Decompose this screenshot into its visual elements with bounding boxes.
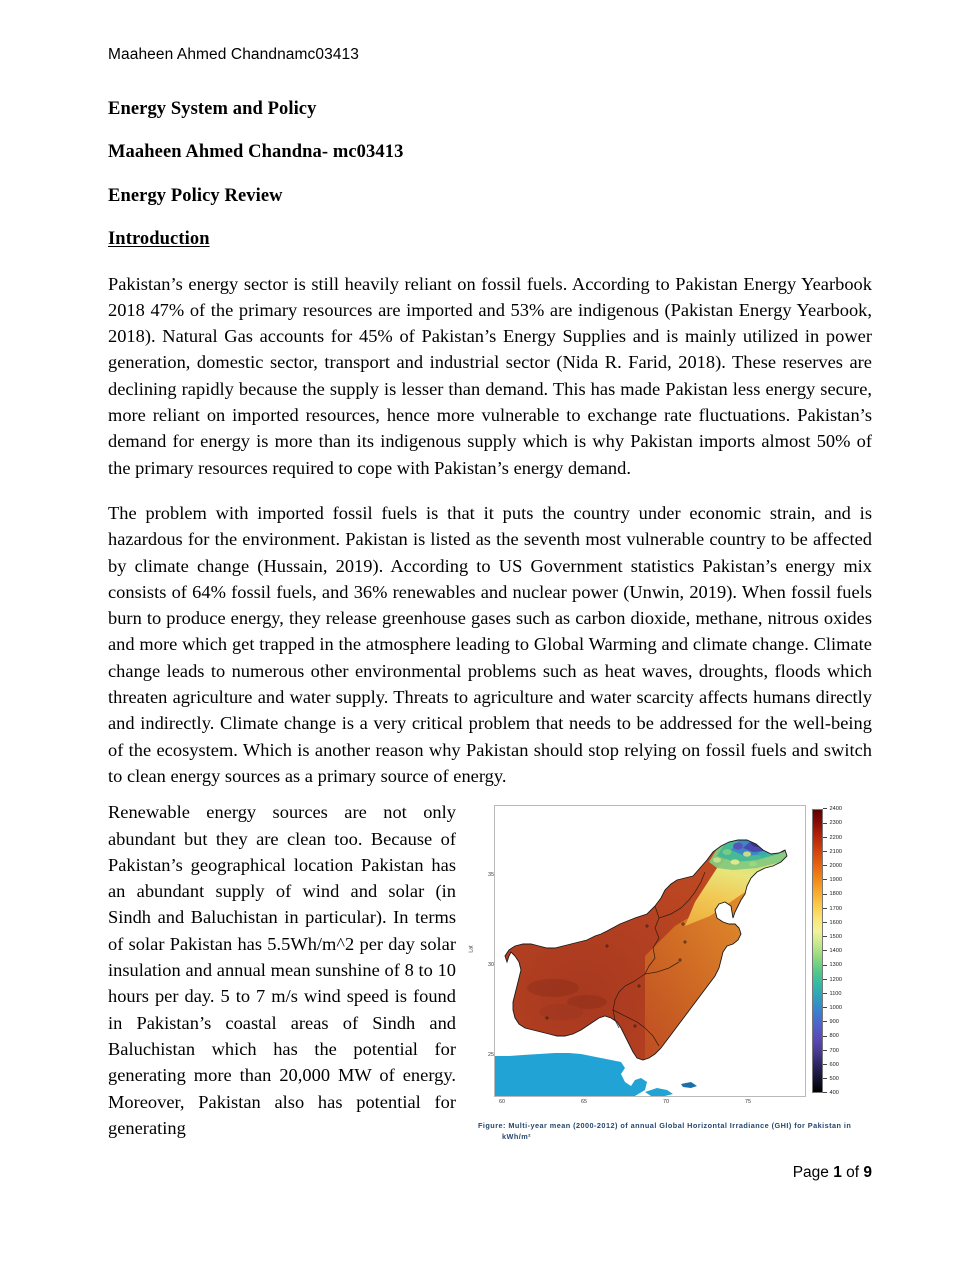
colorbar-tick-1700: 1700 bbox=[829, 905, 842, 912]
figure-caption bbox=[472, 1121, 872, 1142]
colorbar-tick-mark bbox=[823, 851, 827, 852]
figure-caption-line-1: Figure: Multi-year mean (2000-2012) of annual Global Horizontal Irradiance (GHI) for Pakistan in bbox=[478, 1121, 852, 1131]
footer-total-pages: 9 bbox=[863, 1164, 872, 1181]
y-tick-2: 25 bbox=[488, 1052, 494, 1059]
colorbar-tick-mark bbox=[823, 1078, 827, 1079]
running-header: Maaheen Ahmed Chandnamc03413 bbox=[108, 46, 359, 63]
colorbar-tick-mark bbox=[823, 922, 827, 923]
colorbar-tick-mark bbox=[823, 1021, 827, 1022]
subject-line: Energy Policy Review bbox=[108, 185, 283, 206]
colorbar-tick-2400: 2400 bbox=[829, 806, 842, 813]
y-tick-1: 30 bbox=[488, 962, 494, 969]
y-tick-0: 35 bbox=[488, 872, 494, 879]
author-line: Maaheen Ahmed Chandna- mc03413 bbox=[108, 142, 404, 163]
colorbar-tick-mark bbox=[823, 879, 827, 880]
colorbar-tick-1800: 1800 bbox=[829, 891, 842, 898]
colorbar-tick-mark bbox=[823, 1036, 827, 1037]
colorbar-tick-mark bbox=[823, 950, 827, 951]
x-tick-2: 70 bbox=[663, 1099, 669, 1106]
figure-ghi-map bbox=[468, 803, 872, 1142]
paragraph-2: The problem with imported fossil fuels is that it puts the country under economic strain, and is hazardous for the environment. Pakistan is listed as the seventh most vulnerable country to be affected by climate change (Hussain, 2019). According to US Government statistics Pakistan’s energy mix consists of 64% fossil fuels, and 36% renewables and nuclear power (Unwin, 2019). When fossil fuels burn to produce energy, they release greenhouse gases such as carbon dioxide, methane, nitrous oxides and more which get trapped in the atmosphere leading to Global Warming and climate change. Climate change leads to numerous other environmental problems such as heat waves, droughts, floods which threaten agriculture and water supply. Threats to agriculture and water scarcity affects humans directly and indirectly. Climate change is a very critical problem that needs to be addressed for the well-being of the ecosystem. Which is another reason why Pakistan should stop relying on fossil fuels and switch to clean energy sources as a primary source of energy. bbox=[108, 502, 872, 786]
colorbar-tick-mark bbox=[823, 865, 827, 866]
map-plot-area bbox=[494, 805, 806, 1097]
colorbar-tick-1600: 1600 bbox=[829, 919, 842, 926]
colorbar-tick-1300: 1300 bbox=[829, 962, 842, 969]
heading-block bbox=[108, 100, 872, 249]
colorbar-tick-mark bbox=[823, 1050, 827, 1051]
pakistan-ghi-map bbox=[495, 806, 805, 1096]
colorbar-gradient-strip bbox=[812, 809, 823, 1093]
colorbar-tick-mark bbox=[823, 979, 827, 980]
colorbar-tick-2000: 2000 bbox=[829, 863, 842, 870]
colorbar-tick-500: 500 bbox=[829, 1076, 839, 1083]
map-y-axis bbox=[476, 805, 494, 1097]
colorbar-tick-mark bbox=[823, 936, 827, 937]
colorbar-tick-1500: 1500 bbox=[829, 934, 842, 941]
colorbar-tick-mark bbox=[823, 808, 827, 809]
ghi-colorbar bbox=[812, 806, 868, 1097]
colorbar-tick-1100: 1100 bbox=[829, 990, 842, 997]
figure-caption-line-2: kWh/m² bbox=[502, 1131, 532, 1141]
colorbar-tick-labels bbox=[823, 806, 868, 1097]
colorbar-tick-600: 600 bbox=[829, 1061, 839, 1068]
colorbar-tick-400: 400 bbox=[829, 1090, 839, 1097]
colorbar-tick-mark bbox=[823, 894, 827, 895]
footer-current-page: 1 bbox=[833, 1164, 842, 1181]
colorbar-tick-900: 900 bbox=[829, 1019, 839, 1026]
x-tick-3: 75 bbox=[745, 1099, 751, 1106]
colorbar-tick-2200: 2200 bbox=[829, 834, 842, 841]
colorbar-tick-800: 800 bbox=[829, 1033, 839, 1040]
colorbar-tick-mark bbox=[823, 1064, 827, 1065]
colorbar-tick-mark bbox=[823, 908, 827, 909]
colorbar-tick-2300: 2300 bbox=[829, 820, 842, 827]
map-x-axis bbox=[494, 1099, 806, 1111]
map-y-axis-title: Lat bbox=[468, 945, 475, 953]
x-tick-0: 60 bbox=[499, 1099, 505, 1106]
document-title: Energy System and Policy bbox=[108, 98, 317, 119]
paragraph-3: Renewable energy sources are not only abundant but they are clean too. Because of Pakistan’s geographical location Pakistan has an abundant supply of wind and solar (in Sindh and Baluchistan in particular). In terms of solar Pakistan has 5.5Wh/m^2 per day solar insulation and annual mean sunshine of 8 to 10 hours per day. 5 to 7 m/s wind speed is found in Pakistan’s coastal areas of Sindh and Baluchistan which has the potential for generating more than 20,000 MW of energy. Moreover, Pakistan also has potential for generating bbox=[108, 802, 456, 1138]
colorbar-tick-700: 700 bbox=[829, 1047, 839, 1054]
figure-frame bbox=[468, 803, 872, 1115]
colorbar-tick-1200: 1200 bbox=[829, 976, 842, 983]
x-tick-1: 65 bbox=[581, 1099, 587, 1106]
page-footer bbox=[108, 1164, 872, 1182]
footer-prefix: Page bbox=[792, 1164, 834, 1181]
colorbar-tick-mark bbox=[823, 1092, 827, 1093]
page-content bbox=[108, 0, 872, 1261]
colorbar-tick-mark bbox=[823, 965, 827, 966]
colorbar-tick-mark bbox=[823, 993, 827, 994]
colorbar-tick-1900: 1900 bbox=[829, 877, 842, 884]
colorbar-tick-2100: 2100 bbox=[829, 848, 842, 855]
colorbar-tick-mark bbox=[823, 823, 827, 824]
colorbar-tick-mark bbox=[823, 837, 827, 838]
colorbar-tick-1400: 1400 bbox=[829, 948, 842, 955]
section-heading-introduction: Introduction bbox=[108, 229, 210, 250]
paragraph-1: Pakistan’s energy sector is still heavily reliant on fossil fuels. According to Pakistan Energy Yearbook 2018 47% of the primary resources are imported and 53% are indigenous (Pakistan Energy Yearbook, 2018). Natural Gas accounts for 45% of Pakistan’s Energy Supplies and is mainly utilized in power generation, domestic sector, transport and industrial sector (Nida R. Farid, 2018). These reserves are declining rapidly because the supply is lesser than demand. This has made Pakistan less energy secure, more reliant on imported resources, hence more vulnerable to exchange rate fluctuations. Pakistan’s demand for energy is more than its indigenous supply which is why Pakistan imports almost 50% of the primary resources required to cope with Pakistan’s energy demand. bbox=[108, 273, 872, 478]
footer-middle: of bbox=[841, 1164, 864, 1181]
colorbar-tick-1000: 1000 bbox=[829, 1005, 842, 1012]
colorbar-tick-mark bbox=[823, 1007, 827, 1008]
